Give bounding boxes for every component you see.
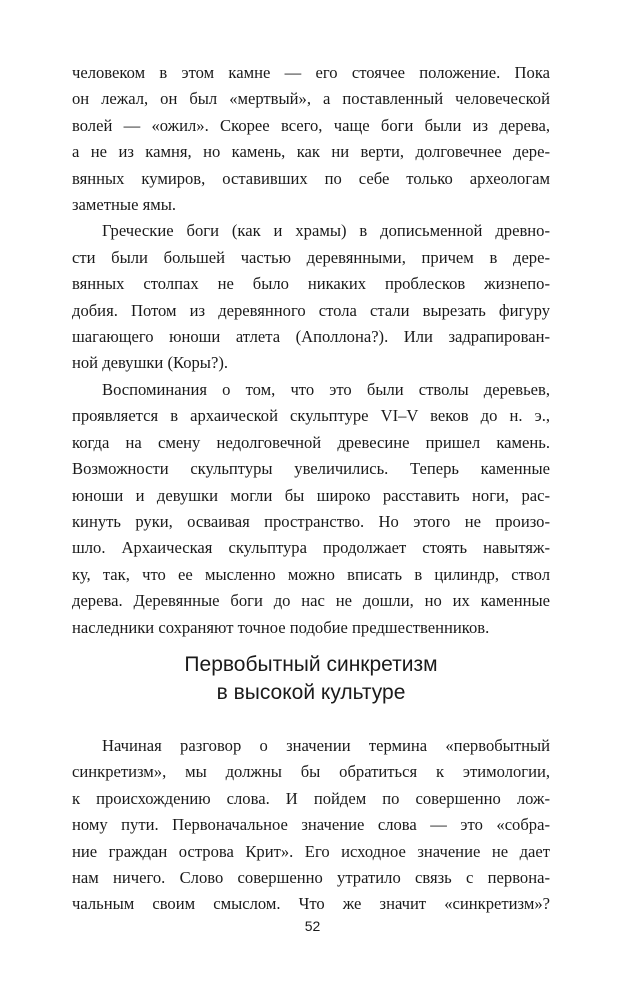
text-line: добия. Потом из деревянного стола стали вырезать фигуру bbox=[72, 300, 550, 320]
paragraph bbox=[72, 377, 550, 641]
text-line: сти были большей частью деревянными, причем в дере- bbox=[72, 247, 550, 267]
text-line: кинуть руки, осваивая пространство. Но этого не произо- bbox=[72, 511, 550, 531]
text-line: он лежал, он был «мертвый», а поставленный человеческой bbox=[72, 89, 550, 109]
text-block-bottom bbox=[72, 733, 550, 918]
text-line: заметные ямы. bbox=[72, 195, 177, 215]
text-line: человеком в этом камне — его стоячее положение. Пока bbox=[72, 63, 550, 82]
text-line: чальным своим смыслом. Что же значит «синкретизм»? bbox=[72, 894, 550, 914]
text-line: Начиная разговор о значении термина «первобытный bbox=[102, 736, 550, 755]
section-heading bbox=[72, 651, 550, 707]
text-line: когда на смену недолговечной древесине пришел камень. bbox=[72, 432, 550, 452]
paragraph bbox=[72, 733, 550, 918]
text-line: нам ничего. Слово совершенно утратило связь с первона- bbox=[72, 868, 550, 888]
section-heading-line: в высокой культуре bbox=[216, 681, 406, 704]
text-line: дерева. Деревянные боги до нас не дошли, но их каменные bbox=[72, 591, 550, 611]
text-line: шагающего юноши атлета (Аполлона?). Или задрапирован- bbox=[72, 327, 550, 347]
section-heading-line: Первобытный синкретизм bbox=[184, 653, 438, 676]
page-number: 52 bbox=[304, 918, 321, 934]
text-line: волей — «ожил». Скорее всего, чаще боги были из дерева, bbox=[72, 115, 550, 135]
text-line: а не из камня, но камень, как ни верти, долговечнее дере- bbox=[72, 142, 550, 162]
text-line: Воспоминания о том, что это были стволы деревьев, bbox=[102, 379, 550, 399]
paragraph bbox=[72, 60, 550, 218]
text-line: вянных столпах не было никаких проблесков жизнепо- bbox=[72, 274, 550, 294]
text-block-top bbox=[72, 60, 550, 641]
text-line: ку, так, что ее мысленно можно вписать в цилиндр, ствол bbox=[72, 564, 550, 584]
text-line: ной девушки (Коры?). bbox=[72, 353, 228, 373]
text-line: ному пути. Первоначальное значение слова — это «собра- bbox=[72, 815, 550, 835]
text-line: Греческие боги (как и храмы) в дописьменной древно- bbox=[102, 221, 550, 241]
text-line: синкретизм», мы должны бы обратиться к этимологии, bbox=[72, 762, 550, 782]
text-line: проявляется в архаической скульптуре VI–V веков до н. э., bbox=[72, 406, 550, 426]
text-line: Возможности скульптуры увеличились. Теперь каменные bbox=[72, 459, 550, 479]
paragraph bbox=[72, 218, 550, 376]
text-line: к происхождению слова. И пойдем по совершенно лож- bbox=[72, 788, 550, 808]
text-line: наследники сохраняют точное подобие предшественников. bbox=[72, 617, 490, 637]
text-line: юноши и девушки могли бы широко расставить ноги, рас- bbox=[72, 485, 550, 505]
text-line: шло. Архаическая скульптура продолжает стоять навытяж- bbox=[72, 538, 550, 558]
text-line: вянных кумиров, оставивших по себе только археологам bbox=[72, 168, 550, 188]
text-line: ние граждан острова Крит». Его исходное значение не дает bbox=[72, 841, 550, 861]
